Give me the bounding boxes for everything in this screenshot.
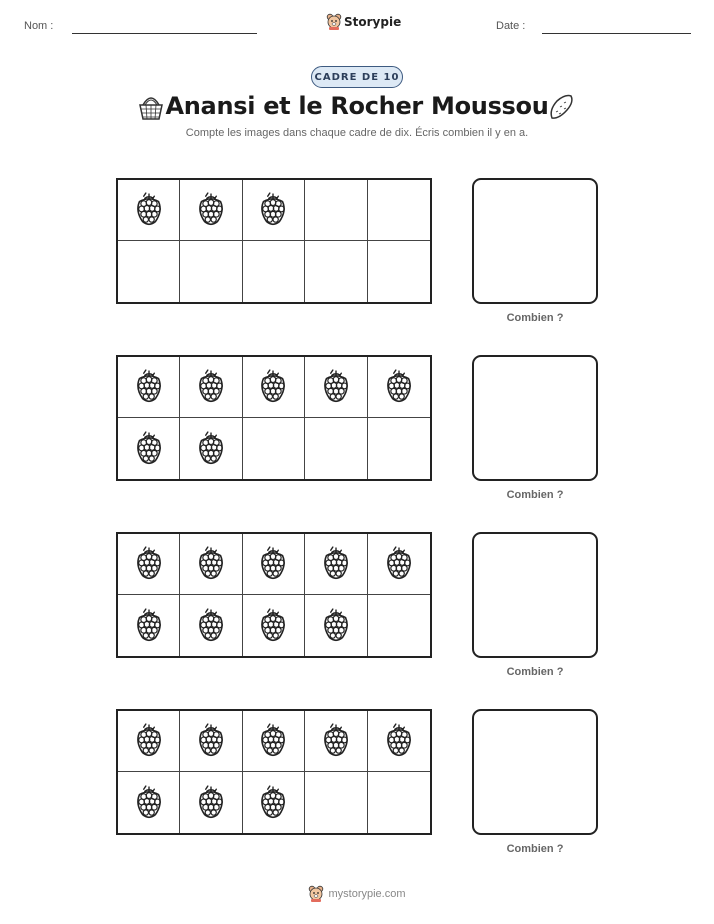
- answer-prompt: Combien ?: [506, 843, 564, 855]
- raspberry-icon: [195, 608, 227, 644]
- raspberry-icon: [133, 546, 165, 582]
- raspberry-icon: [257, 723, 289, 759]
- ten-frame-cell: [305, 534, 367, 595]
- answer-box[interactable]: [472, 709, 598, 835]
- ten-frame-cell: [118, 595, 180, 656]
- ten-frame-cell: [243, 711, 305, 772]
- ten-frame-cell: [243, 357, 305, 418]
- bear-mascot-icon: [308, 885, 324, 903]
- ten-frame-cell: [368, 711, 430, 772]
- ten-frame-cell: [368, 595, 430, 656]
- ten-frame-cell: [305, 418, 367, 479]
- ten-frame-cell: [305, 711, 367, 772]
- bear-mascot-icon: [326, 13, 342, 31]
- ten-frame-cell: [243, 180, 305, 241]
- raspberry-icon: [383, 369, 415, 405]
- ten-frame-cell: [180, 418, 242, 479]
- ten-frame-cell: [243, 595, 305, 656]
- ten-frame: [116, 709, 432, 835]
- raspberry-icon: [195, 431, 227, 467]
- ten-frame-cell: [305, 180, 367, 241]
- answer-prompt: Combien ?: [506, 666, 564, 678]
- worksheet-type-badge: CADRE DE 10: [311, 66, 403, 88]
- raspberry-icon: [320, 608, 352, 644]
- ten-frame-cell: [243, 418, 305, 479]
- raspberry-icon: [195, 546, 227, 582]
- ten-frame-cell: [368, 772, 430, 833]
- ten-frame-cell: [180, 180, 242, 241]
- worksheet-title: Anansi et le Rocher Moussou: [165, 92, 549, 120]
- ten-frame-cell: [368, 418, 430, 479]
- answer-prompt: Combien ?: [506, 489, 564, 501]
- raspberry-icon: [257, 546, 289, 582]
- raspberry-icon: [133, 369, 165, 405]
- ten-frame-cell: [180, 534, 242, 595]
- ten-frame: [116, 532, 432, 658]
- sweet-potato-icon: [547, 92, 575, 122]
- answer-box[interactable]: [472, 532, 598, 658]
- name-label: Nom :: [24, 20, 54, 32]
- raspberry-icon: [195, 369, 227, 405]
- ten-frame-cell: [180, 772, 242, 833]
- raspberry-icon: [133, 192, 165, 228]
- raspberry-icon: [195, 785, 227, 821]
- ten-frame-cell: [180, 595, 242, 656]
- raspberry-icon: [383, 723, 415, 759]
- name-field-line[interactable]: [72, 33, 257, 34]
- raspberry-icon: [320, 723, 352, 759]
- raspberry-icon: [383, 546, 415, 582]
- raspberry-icon: [257, 369, 289, 405]
- ten-frame-cell: [243, 534, 305, 595]
- footer: [0, 885, 714, 903]
- ten-frame-cell: [118, 418, 180, 479]
- ten-frame-cell: [368, 357, 430, 418]
- raspberry-icon: [257, 608, 289, 644]
- raspberry-icon: [320, 369, 352, 405]
- raspberry-icon: [133, 431, 165, 467]
- answer-box[interactable]: [472, 355, 598, 481]
- ten-frame-cell: [180, 357, 242, 418]
- date-label: Date :: [496, 20, 526, 32]
- raspberry-icon: [195, 192, 227, 228]
- raspberry-icon: [257, 785, 289, 821]
- ten-frame-cell: [118, 711, 180, 772]
- ten-frame-cell: [243, 241, 305, 302]
- raspberry-icon: [320, 546, 352, 582]
- footer-website[interactable]: mystorypie.com: [328, 888, 406, 900]
- raspberry-icon: [133, 608, 165, 644]
- ten-frame-cell: [305, 595, 367, 656]
- brand-name: Storypie: [344, 15, 402, 29]
- ten-frame-cell: [368, 534, 430, 595]
- answer-box[interactable]: [472, 178, 598, 304]
- instructions: Compte les images dans chaque cadre de dix. Écris combien il y en a.: [185, 127, 529, 139]
- ten-frame: [116, 178, 432, 304]
- ten-frame-cell: [305, 357, 367, 418]
- ten-frame-cell: [305, 772, 367, 833]
- ten-frame-cell: [118, 241, 180, 302]
- ten-frame-cell: [368, 180, 430, 241]
- ten-frame-cell: [118, 357, 180, 418]
- ten-frame-cell: [368, 241, 430, 302]
- ten-frame-cell: [305, 241, 367, 302]
- ten-frame: [116, 355, 432, 481]
- ten-frame-cell: [118, 534, 180, 595]
- brand-logo[interactable]: [326, 13, 401, 31]
- date-field-line[interactable]: [542, 33, 691, 34]
- ten-frame-cell: [180, 711, 242, 772]
- raspberry-icon: [257, 192, 289, 228]
- raspberry-icon: [195, 723, 227, 759]
- ten-frame-cell: [180, 241, 242, 302]
- answer-prompt: Combien ?: [506, 312, 564, 324]
- ten-frame-cell: [118, 180, 180, 241]
- ten-frame-cell: [118, 772, 180, 833]
- ten-frame-cell: [243, 772, 305, 833]
- raspberry-icon: [133, 723, 165, 759]
- raspberry-icon: [133, 785, 165, 821]
